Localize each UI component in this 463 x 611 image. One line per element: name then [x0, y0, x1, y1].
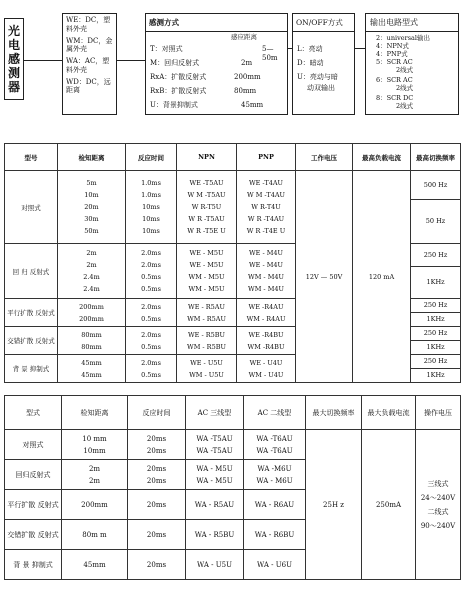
t2-ac3: WA -T5AU: [196, 434, 233, 443]
t1-pnp: WM - M4U: [248, 273, 284, 281]
t2-ac2: WA - R6BU: [244, 520, 306, 550]
t1-time: 2.0ms: [141, 302, 161, 311]
t2-dist: 2m: [88, 476, 101, 485]
t1-pnp: W R-T4U: [251, 203, 281, 211]
t1-freq: 250 Hz: [411, 244, 460, 267]
onoff-item-3: 动双输出: [307, 84, 335, 92]
sensing-item-2: RxA：扩散反射式: [150, 73, 207, 81]
t1-time: 0.5ms: [141, 273, 161, 281]
output-box: [365, 13, 459, 115]
title-char: 器: [8, 80, 22, 94]
t1-dist: 2m: [86, 261, 97, 269]
housing-type-0: WE：DC，塑料外壳: [66, 16, 111, 33]
title-box: [4, 18, 24, 100]
t1-npn: WE - M5U: [189, 261, 224, 269]
t1-header-pnp: PNP: [237, 144, 296, 171]
t2-ac2: WA -T6AU: [256, 434, 293, 443]
t2-time: 20ms: [128, 490, 186, 520]
t1-dist: 200mm: [79, 314, 104, 323]
t2-group-name: 背 景 抑制式: [5, 550, 62, 580]
t1-group-name: 回 归 反射式: [5, 244, 58, 299]
t1-time: 2.0ms: [141, 330, 161, 339]
t2-dist: 2m: [88, 464, 101, 473]
t1-pnp: WE -R4AU: [248, 302, 284, 311]
t1-pnp: WM - M4U: [248, 285, 284, 293]
t1-header-current: 最高负载电流: [353, 144, 411, 171]
t2-time: 20ms: [128, 550, 186, 580]
t1-dist: 80mm: [81, 342, 102, 351]
t1-time: 1.0ms: [141, 179, 161, 187]
table2-header-row: [5, 396, 461, 430]
t1-time: 2.0ms: [141, 249, 161, 257]
t1-npn: WM - R5BU: [187, 342, 226, 351]
t1-freq: 50 Hz: [425, 217, 446, 225]
sensing-divider: [146, 31, 287, 32]
t2-header-model: 型式: [5, 396, 62, 430]
t1-header-distance: 检知距离: [58, 144, 126, 171]
t1-npn: W R -T5E U: [187, 227, 226, 235]
sensing-dist-1: 2m: [241, 59, 253, 67]
connector-line: [117, 60, 145, 61]
t1-freq: 500 Hz: [411, 171, 460, 200]
t1-group-name: 对照式: [5, 171, 58, 244]
output-item-0: 2：universal输出: [376, 34, 431, 42]
t1-npn: WE -T5AU: [189, 179, 224, 187]
table1-header-row: [5, 144, 461, 171]
output-item-7: 8：SCR DC: [376, 94, 414, 102]
table-row: [5, 171, 461, 244]
t1-group-name: 背 景 抑制式: [5, 355, 58, 383]
t1-dist: 10m: [84, 191, 99, 199]
t1-npn: WE - R5AU: [188, 302, 225, 311]
t1-npn: WE - R5BU: [187, 330, 226, 339]
t1-pnp: WM -R4BU: [247, 342, 285, 351]
sensing-item-0: T：对照式: [150, 45, 183, 53]
sensing-dist-2: 200mm: [234, 73, 261, 81]
t1-time: 10ms: [142, 215, 160, 223]
output-title: 输出电路型式: [370, 18, 418, 27]
t2-group-name: 对照式: [5, 430, 62, 460]
t2-voltage: 三线式: [427, 479, 449, 488]
t1-header-model: 型号: [5, 144, 58, 171]
t1-dist: 2m: [86, 249, 97, 257]
t2-dist: 10 mm: [82, 434, 107, 443]
t1-voltage: 12V — 50V: [296, 171, 353, 383]
housing-type-2: WA：AC，塑料外壳: [66, 57, 110, 74]
t2-frequency: 25H z: [306, 430, 362, 580]
t1-freq: 1KHz: [426, 343, 445, 351]
sensing-title: 感测方式: [149, 18, 179, 27]
t2-ac2: WA - R6AU: [244, 490, 306, 520]
housing-type-1: WM：DC，金属外壳: [66, 36, 113, 54]
output-item-3: 5：SCR AC: [376, 58, 413, 66]
t1-group-name: 交错扩散 反射式: [5, 327, 58, 355]
t1-dist: 2.4m: [83, 273, 100, 281]
housing-type-3: WD：DC，远距离: [66, 77, 111, 95]
t2-ac3: WA - R5BU: [186, 520, 244, 550]
t2-ac3: WA -T5AU: [196, 446, 233, 455]
connector-line: [355, 48, 365, 49]
sensing-dist-3: 80mm: [234, 87, 257, 95]
t1-header-response: 反应时间: [126, 144, 177, 171]
t2-ac3: WA - M5U: [196, 464, 233, 473]
t1-header-npn: NPN: [177, 144, 237, 171]
t2-voltage: 二线式: [427, 507, 449, 516]
sensing-item-1: M：回归反射式: [150, 59, 200, 67]
t2-dist: 80m m: [62, 520, 128, 550]
t2-dist: 200mm: [62, 490, 128, 520]
t2-header-ac2: AC 二线型: [244, 396, 306, 430]
t1-freq: 250 Hz: [411, 355, 460, 369]
onoff-title: ON/OFF方式: [296, 18, 343, 27]
t1-dist: 50m: [84, 227, 99, 235]
title-char: 感: [8, 52, 22, 66]
t2-header-frequency: 最大切换频率: [306, 396, 362, 430]
t2-time: 20ms: [128, 520, 186, 550]
t1-dist: 2.4m: [83, 285, 100, 293]
table-row: [5, 430, 461, 460]
t2-header-response: 反应时间: [128, 396, 186, 430]
onoff-item-0: L：亮动: [297, 45, 323, 53]
t1-time: 2.0ms: [141, 261, 161, 269]
t1-pnp: WM - U4U: [248, 370, 284, 379]
t1-freq: 250 Hz: [411, 327, 460, 341]
t1-freq: 1KHz: [426, 278, 445, 286]
t2-ac2: WA -T6AU: [256, 446, 293, 455]
dc-sensor-table: [4, 143, 461, 383]
t1-freq: 1KHz: [426, 371, 445, 379]
title-char: 测: [8, 66, 22, 80]
t2-ac3: WA - M5U: [196, 476, 233, 485]
t2-header-ac3: AC 三线型: [186, 396, 244, 430]
t2-time: 20ms: [146, 446, 167, 455]
t1-npn: WM - R5AU: [187, 314, 226, 323]
t1-npn: WM - M5U: [188, 285, 225, 293]
t1-time: 0.5ms: [141, 285, 161, 293]
t1-dist: 20m: [84, 203, 99, 211]
t2-group-name: 平行扩散 反射式: [5, 490, 62, 520]
t1-dist: 45mm: [81, 358, 102, 367]
t1-dist: 30m: [84, 215, 99, 223]
ac-sensor-table: [4, 395, 461, 580]
t2-dist: 45mm: [62, 550, 128, 580]
title-char: 电: [8, 38, 22, 52]
sensing-item-4: U：背景抑制式: [150, 101, 198, 109]
output-item-8: 2线式: [396, 102, 414, 110]
t2-time: 20ms: [146, 476, 167, 485]
t1-pnp: WE - M4U: [248, 261, 284, 269]
t2-header-voltage: 操作电压: [416, 396, 461, 430]
t1-header-voltage: 工作电压: [296, 144, 353, 171]
housing-type-box: [62, 13, 117, 115]
t1-time: 0.5ms: [141, 370, 161, 379]
t2-voltage: 90～240V: [420, 521, 456, 530]
t1-current: 120 mA: [353, 171, 411, 383]
t1-pnp: WM - R4AU: [246, 314, 286, 323]
t1-freq: 250 Hz: [411, 299, 460, 313]
sensing-dist-4: 45mm: [241, 101, 264, 109]
sensing-dist-header: 感应距离: [231, 33, 257, 41]
t2-ac2: WA - U6U: [244, 550, 306, 580]
t2-ac2: WA -M6U: [257, 464, 292, 473]
t1-pnp: W R -T4AU: [247, 215, 285, 223]
output-item-6: 2线式: [396, 84, 414, 92]
t1-npn: W M -T5AU: [187, 191, 226, 199]
t2-time: 20ms: [146, 434, 167, 443]
t1-dist: 45mm: [81, 370, 102, 379]
t1-time: 0.5ms: [141, 342, 161, 351]
t2-header-current: 最大负载电流: [362, 396, 416, 430]
t1-npn: W R-T5U: [191, 203, 222, 211]
t1-npn: WE - M5U: [189, 249, 224, 257]
t2-time: 20ms: [146, 464, 167, 473]
title-char: 光: [8, 24, 22, 38]
t1-pnp: W R -T4E U: [246, 227, 286, 235]
sensing-item-3: RxB：扩散反射式: [150, 87, 207, 95]
t2-voltage: 24～240V: [420, 493, 456, 502]
t1-npn: W R -T5AU: [188, 215, 225, 223]
output-item-2: 4：PNP式: [376, 50, 408, 58]
t1-time: 2.0ms: [141, 358, 161, 367]
diagram-title: [8, 24, 20, 94]
t1-time: 1.0ms: [141, 191, 161, 199]
t2-dist: 10mm: [83, 446, 106, 455]
t2-ac3: WA - R5AU: [186, 490, 244, 520]
t1-pnp: WE - M4U: [248, 249, 284, 257]
t1-dist: 80mm: [81, 330, 102, 339]
t1-dist: 200mm: [79, 302, 104, 311]
t2-ac3: WA - U5U: [186, 550, 244, 580]
output-item-5: 6：SCR AC: [376, 76, 413, 84]
t2-group-name: 回归反射式: [5, 460, 62, 490]
sensing-box: [145, 13, 288, 115]
onoff-box: [292, 13, 355, 115]
onoff-divider: [293, 31, 354, 32]
t1-npn: WE - U5U: [190, 358, 223, 367]
t1-freq: 1KHz: [426, 315, 445, 323]
t1-group-name: 平行扩散 反射式: [5, 299, 58, 327]
t1-time: 10ms: [142, 227, 160, 235]
t2-group-name: 交错扩散 反射式: [5, 520, 62, 550]
t1-time: 10ms: [142, 203, 160, 211]
t2-current: 250mA: [362, 430, 416, 580]
t1-time: 0.5ms: [141, 314, 161, 323]
output-item-4: 2线式: [396, 66, 414, 74]
onoff-item-1: D：暗动: [297, 59, 324, 67]
t1-pnp: WE -T4AU: [248, 179, 284, 187]
t1-pnp: WE - U4U: [249, 358, 283, 367]
onoff-item-2: U：亮动与暗: [297, 73, 338, 81]
sensing-dist-prefix: 5—50m: [262, 45, 278, 62]
output-divider: [366, 31, 458, 32]
connector-line: [24, 60, 62, 61]
output-item-1: 4：NPN式: [376, 42, 409, 50]
t2-ac2: WA - M6U: [256, 476, 293, 485]
t1-pnp: WE -R4BU: [248, 330, 284, 339]
t2-header-distance: 检知距离: [62, 396, 128, 430]
t1-dist: 5m: [86, 179, 97, 187]
t1-npn: WM - U5U: [189, 370, 224, 379]
t1-npn: WM - M5U: [188, 273, 225, 281]
t1-header-frequency: 最高切换频率: [411, 144, 461, 171]
t1-pnp: W M -T4AU: [246, 191, 286, 199]
